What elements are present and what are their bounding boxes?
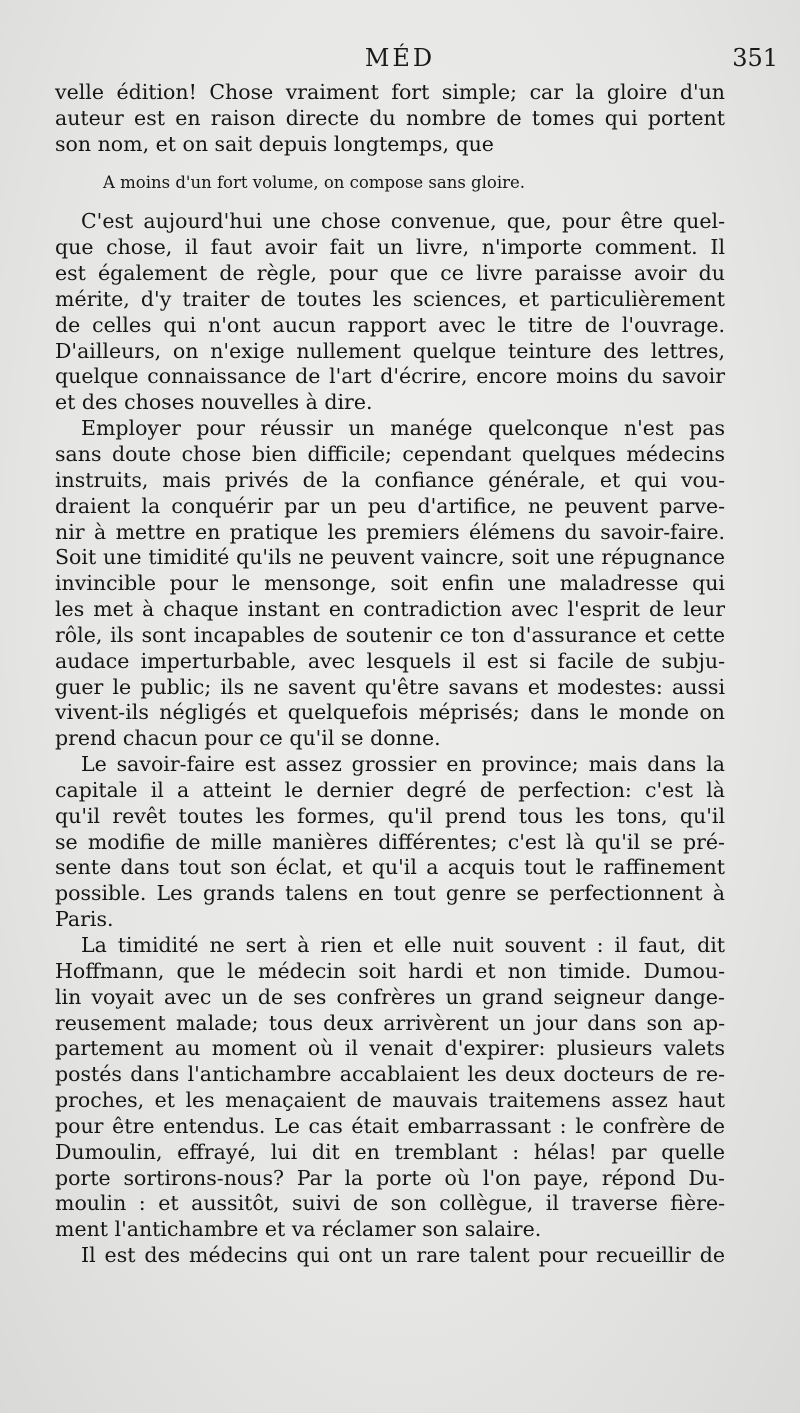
text-line: prend chacun pour ce qu'il se donne.: [55, 726, 441, 751]
text-line: sans doute chose bien difficile; cependant quelques médecins: [55, 441, 725, 466]
text-line: mérite, d'y traiter de toutes les sciences, et particulièrement: [55, 286, 725, 311]
text-line: possible. Les grands talens en tout genre se perfectionnent à: [55, 881, 725, 906]
text-line: de celles qui n'ont aucun rapport avec le titre de l'ouvrage.: [55, 312, 725, 337]
text-line: porte sortirons-nous? Par la porte où l'on paye, répond Du-: [55, 1165, 725, 1190]
text-line: La timidité ne sert à rien et elle nuit souvent : il faut, dit: [81, 933, 725, 957]
text-line: guer le public; ils ne savent qu'être savans et modestes: aussi: [55, 674, 725, 699]
text-line: Il est des médecins qui ont un rare talent pour recueillir de: [81, 1243, 725, 1268]
text-line: draient la conquérir par un peu d'artifice, ne peuvent parve-: [55, 493, 725, 518]
text-line: audace imperturbable, avec lesquels il est si facile de subju-: [55, 648, 725, 673]
page-header: [0, 44, 800, 78]
text-line: D'ailleurs, on n'exige nullement quelque teinture des lettres,: [55, 338, 725, 363]
text-line: invincible pour le mensonge, soit enfin une maladresse qui: [55, 571, 725, 596]
text-line: auteur est en raison directe du nombre de tomes qui portent: [55, 105, 725, 130]
text-line: Dumoulin, effrayé, lui dit en tremblant : hélas! par quelle: [55, 1139, 725, 1164]
text-line: pour être entendus. Le cas était embarrassant : le confrère de: [55, 1113, 725, 1138]
text-line: ment l'antichambre et va réclamer son salaire.: [55, 1217, 542, 1242]
paragraph: [55, 752, 725, 933]
text-line: reusement malade; tous deux arrivèrent un jour dans son ap-: [55, 1010, 725, 1035]
text-line: Paris.: [55, 907, 114, 932]
text-line: capitale il a atteint le dernier degré de perfection: c'est là: [55, 777, 725, 802]
text-line: Employer pour réussir un manége quelconque n'est pas: [81, 416, 725, 441]
text-line: son nom, et on sait depuis longtemps, que: [55, 131, 494, 156]
text-line: moulin : et aussitôt, suivi de son collègue, il traverse fière-: [55, 1191, 725, 1216]
text-line: instruits, mais privés de la confiance générale, et qui vou-: [55, 467, 725, 492]
page-number: 351: [732, 44, 778, 72]
body-text: [55, 80, 725, 1269]
text-line: les met à chaque instant en contradiction avec l'esprit de leur: [55, 597, 725, 622]
paragraph: [55, 416, 725, 752]
quotation: A moins d'un fort volume, on compose sans gloire.: [103, 172, 526, 192]
text-line: Soit une timidité qu'ils ne peuvent vaincre, soit une répugnance: [55, 545, 725, 570]
text-line: Le savoir-faire est assez grossier en province; mais dans la: [81, 752, 725, 777]
text-line: postés dans l'antichambre accablaient les deux docteurs de re-: [55, 1062, 725, 1087]
text-line: qu'il revêt toutes les formes, qu'il prend tous les tons, qu'il: [55, 803, 725, 828]
text-line: se modifie de mille manières différentes; c'est là qu'il se pré-: [55, 829, 725, 854]
text-line: Hoffmann, que le médecin soit hardi et non timide. Dumou-: [55, 958, 725, 983]
text-line: proches, et les menaçaient de mauvais traitemens assez haut: [55, 1088, 725, 1113]
running-head: MÉD: [364, 44, 436, 72]
text-line: que chose, il faut avoir fait un livre, n'importe comment. Il: [55, 235, 725, 260]
text-line: sente dans tout son éclat, et qu'il a acquis tout le raffinement: [55, 855, 725, 880]
paragraph: [55, 209, 725, 416]
paragraph: [55, 80, 725, 158]
text-line: velle édition! Chose vraiment fort simple; car la gloire d'un: [55, 80, 725, 104]
text-line: rôle, ils sont incapables de soutenir ce ton d'assurance et cette: [55, 622, 725, 647]
paragraph: [55, 933, 725, 1243]
text-line: nir à mettre en pratique les premiers élémens du savoir-faire.: [55, 519, 725, 544]
text-line: C'est aujourd'hui une chose convenue, que, pour être quel-: [81, 209, 725, 234]
text-line: et des choses nouvelles à dire.: [55, 390, 373, 415]
text-line: vivent-ils négligés et quelquefois méprisés; dans le monde on: [55, 700, 725, 725]
text-line: est également de règle, pour que ce livre paraisse avoir du: [55, 261, 725, 286]
text-line: partement au moment où il venait d'expirer: plusieurs valets: [55, 1036, 725, 1061]
text-line: lin voyait avec un de ses confrères un grand seigneur dange-: [55, 984, 725, 1009]
text-line: quelque connaissance de l'art d'écrire, encore moins du savoir: [55, 364, 725, 389]
paragraph: [55, 1243, 725, 1269]
